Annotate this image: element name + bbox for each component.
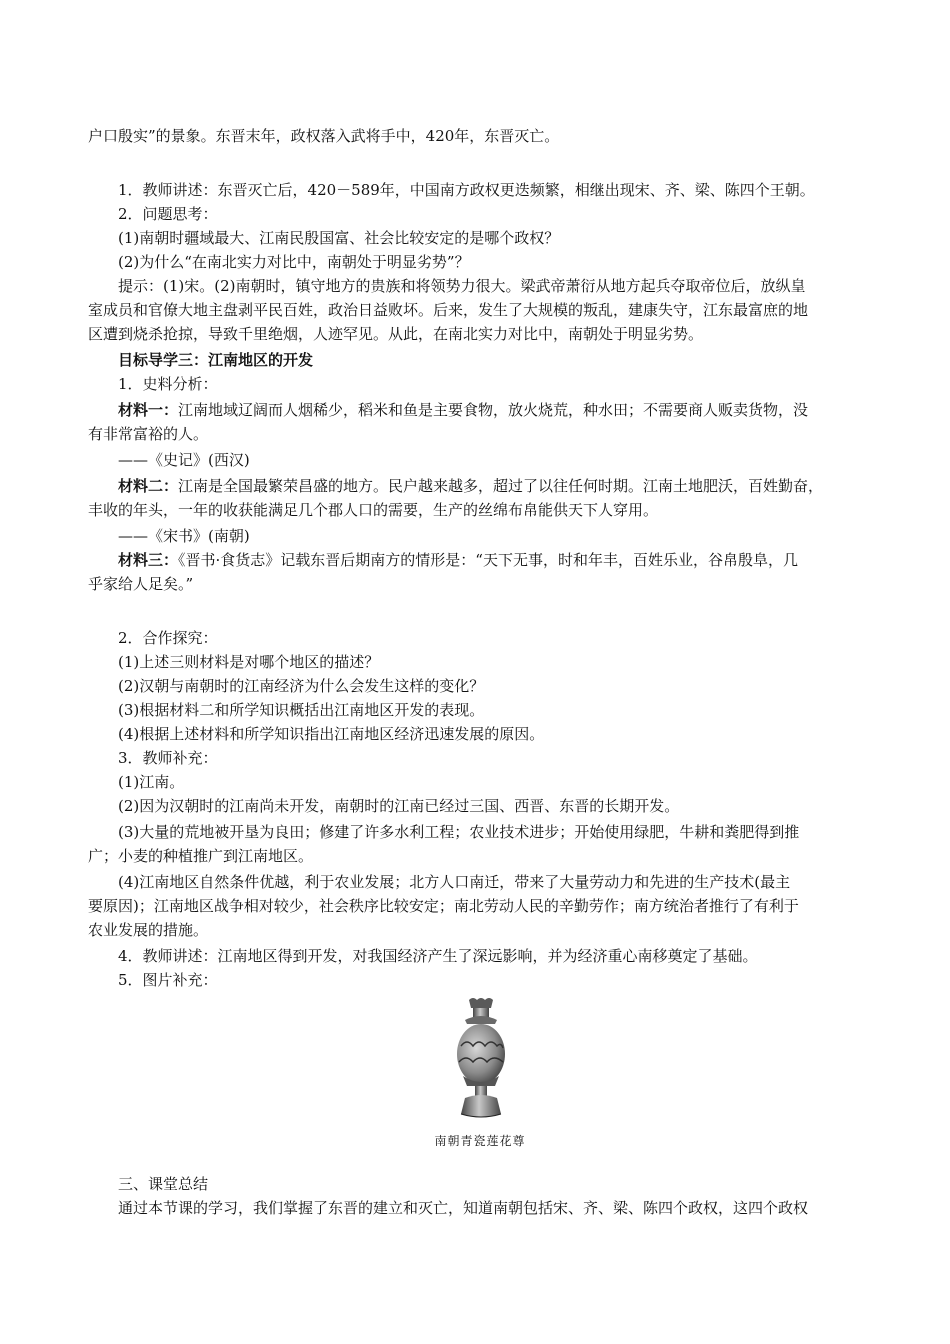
text-line: 要原因)；江南地区战争相对较少，社会秩序比较安定；南北劳动人民的辛勤劳作；南方统治者推行了有利于: [88, 897, 799, 915]
text-line: 乎家给人足矣。”: [88, 575, 194, 593]
material-line: 材料一：江南地域辽阔而人烟稀少，稻米和鱼是主要食物，放火烧荒，种水田；不需要商人贩卖货物，没: [118, 401, 809, 419]
text-line: (2)为什么“在南北实力对比中，南朝处于明显劣势”？: [118, 253, 470, 271]
text-line: (1)江南。: [118, 773, 185, 791]
text-line: (2)汉朝与南朝时的江南经济为什么会发生这样的变化？: [118, 677, 485, 695]
text-line: 3．教师补充：: [118, 749, 218, 767]
text-line: (3)大量的荒地被开垦为良田；修建了许多水利工程；农业技术进步；开始使用绿肥，牛耕和粪肥得到推: [118, 823, 800, 841]
text-line: 室成员和官僚大地主盘剥平民百姓，政治日益败坏。后来，发生了大规模的叛乱，建康失守，江东最富庶的地: [88, 301, 809, 319]
figure-caption: 南朝青瓷莲花尊: [434, 1134, 526, 1148]
text-line: (1)南朝时疆域最大、江南民殷国富、社会比较安定的是哪个政权？: [118, 229, 560, 247]
text-line: 2．问题思考：: [118, 205, 218, 223]
text-line: 广；小麦的种植推广到江南地区。: [88, 847, 314, 865]
text-line: 1．史料分析：: [118, 375, 218, 393]
text-line: 提示：(1)宋。(2)南朝时，镇守地方的贵族和将领势力很大。梁武帝萧衍从地方起兵夺取帝位后，放纵皇: [118, 277, 806, 295]
text-line: 有非常富裕的人。: [88, 425, 209, 443]
text-line: 5．图片补充：: [118, 971, 218, 989]
section-heading: 目标导学三：江南地区的开发: [118, 351, 314, 369]
text-line: 户口殷实”的景象。东晋末年，政权落入武将手中，420年，东晋灭亡。: [88, 127, 560, 145]
material-label: 材料二：: [118, 477, 179, 495]
citation: ——《史记》(西汉): [118, 451, 250, 469]
text-line: 1．教师讲述：东晋灭亡后，420－589年，中国南方政权更迭频繁，相继出现宋、齐、梁、陈四个王朝。: [118, 181, 815, 199]
text-line: (1)上述三则材料是对哪个地区的描述？: [118, 653, 380, 671]
text-line: 2．合作探究：: [118, 629, 218, 647]
text-line: 通过本节课的学习，我们掌握了东晋的建立和灭亡，知道南朝包括宋、齐、梁、陈四个政权，这四个政权: [118, 1199, 809, 1217]
material-line: 材料三：《晋书·食货志》记载东晋后期南方的情形是：“天下无事，时和年丰，百姓乐业，谷帛殷阜，几: [118, 551, 798, 569]
text-line: 区遭到烧杀抢掠，导致千里绝烟，人迹罕见。从此，在南北实力对比中，南朝处于明显劣势。: [88, 325, 704, 343]
material-label: 材料一：: [118, 401, 179, 419]
citation: ——《宋书》(南朝): [118, 527, 250, 545]
text-line: (3)根据材料二和所学知识概括出江南地区开发的表现。: [118, 701, 485, 719]
celadon-lotus-vessel-image: [451, 996, 511, 1122]
text-line: 4．教师讲述：江南地区得到开发，对我国经济产生了深远影响，并为经济重心南移奠定了基础。: [118, 947, 758, 965]
material-line: 材料二：江南是全国最繁荣昌盛的地方。民户越来越多，超过了以往任何时期。江南土地肥沃，百姓勤奋，: [118, 477, 824, 495]
text-line: (2)因为汉朝时的江南尚未开发，南朝时的江南已经过三国、西晋、东晋的长期开发。: [118, 797, 680, 815]
text-line: (4)根据上述材料和所学知识指出江南地区经济迅速发展的原因。: [118, 725, 545, 743]
text-line: 农业发展的措施。: [88, 921, 209, 939]
text-line: (4)江南地区自然条件优越，利于农业发展；北方人口南迁，带来了大量劳动力和先进的生产技术(最主: [118, 873, 791, 891]
text-line: 丰收的年头，一年的收获能满足几个郡人口的需要，生产的丝绵布帛能供天下人穿用。: [88, 501, 659, 519]
section-heading: 三、课堂总结: [118, 1175, 209, 1193]
material-label: 材料三：: [118, 551, 179, 569]
